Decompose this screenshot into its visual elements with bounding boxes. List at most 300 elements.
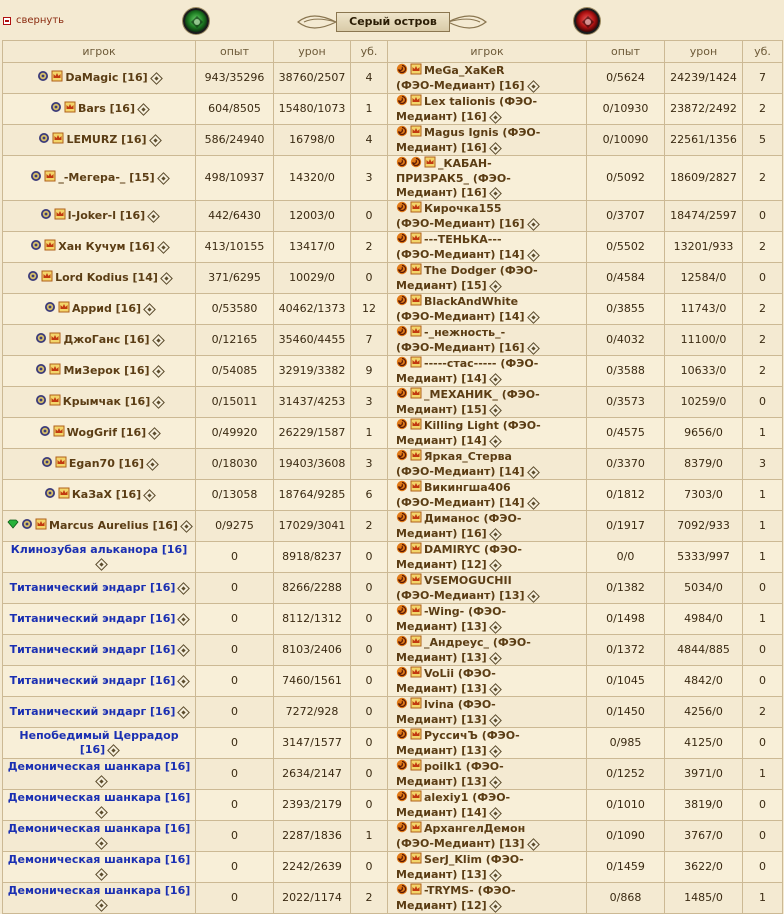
left-player-level: [16] bbox=[120, 426, 147, 439]
info-icon[interactable] bbox=[147, 210, 160, 223]
left-player-cell[interactable] bbox=[3, 635, 196, 666]
left-player-cell[interactable] bbox=[3, 156, 196, 201]
table-row bbox=[3, 666, 783, 697]
info-icon[interactable] bbox=[178, 675, 191, 688]
left-player-name[interactable]: Bars bbox=[78, 102, 106, 115]
swirl-icon bbox=[396, 511, 408, 527]
left-kills: 2 bbox=[351, 883, 388, 914]
left-player-level: [16] bbox=[109, 102, 135, 115]
right-player-cell[interactable] bbox=[388, 294, 587, 325]
battle-header bbox=[0, 0, 784, 40]
info-icon[interactable] bbox=[180, 520, 193, 533]
right-player-level: [12] bbox=[461, 558, 487, 571]
info-icon[interactable] bbox=[178, 582, 191, 595]
right-player-clan: (ФЭО-Медиант) bbox=[396, 605, 507, 633]
right-player-name[interactable]: Killing Light bbox=[424, 419, 499, 432]
right-player-cell[interactable] bbox=[388, 821, 587, 852]
left-damage: 40462/1373 bbox=[274, 294, 351, 325]
right-player-clan: (ФЭО-Медиант) bbox=[396, 884, 516, 912]
left-player-name[interactable]: Демоническая шанкара bbox=[7, 791, 162, 804]
swirl-icon bbox=[396, 325, 408, 341]
right-damage: 4984/0 bbox=[665, 604, 743, 635]
right-player-cell[interactable] bbox=[388, 790, 587, 821]
left-exp: 586/24940 bbox=[196, 125, 274, 156]
right-player-cell[interactable] bbox=[388, 356, 587, 387]
right-player-name[interactable]: Magus Ignis bbox=[424, 126, 499, 139]
right-player-clan: (ФЭО-Медиант) bbox=[396, 791, 511, 819]
gear-icon bbox=[35, 394, 47, 410]
table-row bbox=[3, 635, 783, 666]
left-player-name[interactable]: Крымчак bbox=[62, 395, 122, 408]
info-icon[interactable] bbox=[527, 466, 540, 479]
left-player-cell[interactable] bbox=[3, 449, 196, 480]
left-player-cell[interactable] bbox=[3, 387, 196, 418]
table-row bbox=[3, 697, 783, 728]
right-player-name[interactable]: DAMIRYC bbox=[424, 543, 481, 556]
right-damage: 7092/933 bbox=[665, 511, 743, 542]
crown-icon bbox=[410, 325, 422, 341]
left-player-name[interactable]: Титанический эндарг bbox=[9, 705, 147, 718]
right-exp: 0/3588 bbox=[587, 356, 665, 387]
crown-icon bbox=[410, 604, 422, 620]
left-kills: 0 bbox=[351, 201, 388, 232]
left-player-name[interactable]: Egan70 bbox=[68, 457, 115, 470]
left-player-name[interactable]: Арриd bbox=[71, 302, 112, 315]
right-exp: 0/985 bbox=[587, 728, 665, 759]
crown-icon bbox=[53, 425, 65, 441]
info-icon[interactable] bbox=[489, 528, 502, 541]
left-kills: 0 bbox=[351, 635, 388, 666]
right-damage: 3767/0 bbox=[665, 821, 743, 852]
left-player-level: [16] bbox=[115, 488, 142, 501]
crown-icon bbox=[410, 356, 422, 372]
right-exp: 0/0 bbox=[587, 542, 665, 573]
info-icon[interactable] bbox=[152, 365, 165, 378]
info-icon[interactable] bbox=[489, 869, 502, 882]
left-player-cell[interactable] bbox=[3, 883, 196, 914]
swirl-icon bbox=[396, 387, 408, 403]
collapse-button[interactable] bbox=[3, 15, 64, 26]
info-icon[interactable] bbox=[489, 807, 502, 820]
left-player-cell[interactable] bbox=[3, 697, 196, 728]
right-player-name[interactable]: _МЕХАНИК_ bbox=[424, 388, 498, 401]
right-kills: 0 bbox=[743, 573, 783, 604]
left-player-name[interactable]: _-Мегера-_ bbox=[58, 171, 126, 184]
right-player-name[interactable]: Диманос bbox=[424, 512, 480, 525]
right-player-level: [13] bbox=[461, 651, 487, 664]
right-player-name[interactable]: -----стас----- bbox=[424, 357, 497, 370]
right-player-clan: (ФЭО-Медиант) bbox=[396, 341, 496, 354]
info-icon[interactable] bbox=[149, 134, 162, 147]
right-player-level: [15] bbox=[461, 403, 487, 416]
info-icon[interactable] bbox=[489, 776, 502, 789]
gear-icon bbox=[41, 456, 53, 472]
info-icon[interactable] bbox=[157, 241, 170, 254]
info-icon[interactable] bbox=[527, 218, 540, 231]
right-player-cell[interactable] bbox=[388, 263, 587, 294]
left-player-cell[interactable] bbox=[3, 356, 196, 387]
left-player-name[interactable]: КаЗаХ bbox=[71, 488, 112, 501]
right-exp: 0/1045 bbox=[587, 666, 665, 697]
left-damage: 16798/0 bbox=[274, 125, 351, 156]
info-icon[interactable] bbox=[489, 900, 502, 913]
info-icon[interactable] bbox=[143, 303, 156, 316]
left-player-level: [16] bbox=[150, 581, 176, 594]
left-player-name[interactable]: DaMagic bbox=[65, 71, 119, 84]
right-player-level: [15] bbox=[461, 279, 487, 292]
left-damage: 8918/8237 bbox=[274, 542, 351, 573]
right-kills: 2 bbox=[743, 697, 783, 728]
left-exp: 0/9275 bbox=[196, 511, 274, 542]
right-damage: 13201/933 bbox=[665, 232, 743, 263]
info-icon[interactable] bbox=[527, 249, 540, 262]
crown-icon bbox=[410, 821, 422, 837]
left-exp: 0 bbox=[196, 728, 274, 759]
right-player-cell[interactable] bbox=[388, 573, 587, 604]
right-player-name[interactable]: VSEMOGUCHII bbox=[424, 574, 512, 587]
right-player-cell[interactable] bbox=[388, 63, 587, 94]
left-player-cell[interactable] bbox=[3, 125, 196, 156]
right-player-name[interactable]: Кирочка155 bbox=[424, 202, 502, 215]
gear-icon bbox=[44, 487, 56, 503]
right-player-name[interactable]: -Wing- bbox=[424, 605, 465, 618]
right-kills: 1 bbox=[743, 883, 783, 914]
info-icon[interactable] bbox=[489, 683, 502, 696]
right-player-clan: (ФЭО-Медиант) bbox=[396, 79, 496, 92]
right-player-cell[interactable] bbox=[388, 94, 587, 125]
left-player-name[interactable]: Демоническая шанкара bbox=[7, 884, 162, 897]
right-player-level: [16] bbox=[461, 141, 487, 154]
gear-icon bbox=[27, 270, 39, 286]
left-player-name[interactable]: Титанический эндарг bbox=[9, 643, 147, 656]
left-damage: 31437/4253 bbox=[274, 387, 351, 418]
left-exp: 0 bbox=[196, 573, 274, 604]
table-row bbox=[3, 573, 783, 604]
right-exp: 0/3370 bbox=[587, 449, 665, 480]
info-icon[interactable] bbox=[489, 714, 502, 727]
left-player-cell[interactable] bbox=[3, 852, 196, 883]
col-header-player-right: игрок bbox=[388, 41, 587, 63]
right-player-cell[interactable] bbox=[388, 604, 587, 635]
right-player-cell[interactable] bbox=[388, 511, 587, 542]
left-player-cell[interactable] bbox=[3, 666, 196, 697]
left-player-name[interactable]: Marcus Aurelius bbox=[49, 519, 149, 532]
info-icon[interactable] bbox=[137, 103, 150, 116]
right-player-name[interactable]: alexiy1 bbox=[424, 791, 469, 804]
left-player-cell[interactable] bbox=[3, 728, 196, 759]
left-player-name[interactable]: WogGrif bbox=[66, 426, 117, 439]
info-icon[interactable] bbox=[178, 644, 191, 657]
left-kills: 0 bbox=[351, 542, 388, 573]
info-icon[interactable] bbox=[489, 559, 502, 572]
left-player-name[interactable]: Титанический эндарг bbox=[9, 612, 147, 625]
right-player-name[interactable]: -_нежность_- bbox=[424, 326, 506, 339]
right-player-cell[interactable] bbox=[388, 480, 587, 511]
left-player-cell[interactable] bbox=[3, 604, 196, 635]
info-icon[interactable] bbox=[489, 435, 502, 448]
crown-icon bbox=[410, 387, 422, 403]
right-player-name[interactable]: РуссичЪ bbox=[424, 729, 478, 742]
right-player-level: [14] bbox=[499, 310, 525, 323]
info-icon[interactable] bbox=[489, 111, 502, 124]
crown-icon bbox=[410, 94, 422, 110]
left-kills: 0 bbox=[351, 604, 388, 635]
crown-icon bbox=[58, 487, 70, 503]
left-exp: 442/6430 bbox=[196, 201, 274, 232]
swirl-icon bbox=[396, 790, 408, 806]
right-exp: 0/1382 bbox=[587, 573, 665, 604]
left-exp: 604/8505 bbox=[196, 94, 274, 125]
right-player-level: [14] bbox=[461, 806, 487, 819]
left-damage: 10029/0 bbox=[274, 263, 351, 294]
right-kills: 1 bbox=[743, 604, 783, 635]
info-icon[interactable] bbox=[527, 311, 540, 324]
left-player-name[interactable]: МиЗерок bbox=[63, 364, 121, 377]
right-player-cell[interactable] bbox=[388, 418, 587, 449]
right-exp: 0/3573 bbox=[587, 387, 665, 418]
right-player-clan: (ФЭО-Медиант) bbox=[396, 172, 511, 199]
left-exp: 371/6295 bbox=[196, 263, 274, 294]
right-player-cell[interactable] bbox=[388, 387, 587, 418]
left-player-cell[interactable] bbox=[3, 201, 196, 232]
right-kills: 0 bbox=[743, 852, 783, 883]
info-icon[interactable] bbox=[527, 342, 540, 355]
collapse-label: свернуть bbox=[16, 15, 65, 26]
right-kills: 7 bbox=[743, 63, 783, 94]
right-player-name[interactable]: Lex talionis bbox=[424, 95, 496, 108]
left-player-name[interactable]: Клинозубая альканора bbox=[10, 543, 159, 556]
crown-icon bbox=[410, 635, 422, 651]
table-row bbox=[3, 263, 783, 294]
info-icon[interactable] bbox=[146, 458, 159, 471]
crown-icon bbox=[58, 301, 70, 317]
info-icon[interactable] bbox=[527, 497, 540, 510]
right-damage: 5034/0 bbox=[665, 573, 743, 604]
right-player-cell[interactable] bbox=[388, 449, 587, 480]
left-kills: 2 bbox=[351, 232, 388, 263]
col-header-exp-right: опыт bbox=[587, 41, 665, 63]
info-icon[interactable] bbox=[489, 280, 502, 293]
right-player-clan: (ФЭО-Медиант) bbox=[396, 388, 540, 416]
right-player-name[interactable]: BlackAndWhite bbox=[424, 295, 519, 308]
right-player-name[interactable]: lvina bbox=[424, 698, 454, 711]
left-player-name[interactable]: Хан Кучум bbox=[58, 240, 126, 253]
right-player-level: [16] bbox=[499, 217, 525, 230]
gear-icon bbox=[30, 239, 42, 255]
left-exp: 0 bbox=[196, 635, 274, 666]
info-icon[interactable] bbox=[489, 187, 502, 200]
info-icon[interactable] bbox=[95, 806, 108, 819]
swirl-icon bbox=[396, 604, 408, 620]
right-kills: 2 bbox=[743, 232, 783, 263]
crown-icon bbox=[410, 480, 422, 496]
left-player-level: [16] bbox=[164, 760, 191, 773]
info-icon[interactable] bbox=[527, 838, 540, 851]
left-player-name[interactable]: Lord Kodius bbox=[55, 271, 129, 284]
left-player-name[interactable]: l-Joker-l bbox=[67, 209, 116, 222]
info-icon[interactable] bbox=[150, 72, 163, 85]
right-player-cell[interactable] bbox=[388, 883, 587, 914]
left-player-name[interactable]: Непобедимый Церрадор bbox=[19, 729, 179, 742]
left-player-level: [14] bbox=[132, 271, 158, 284]
left-kills: 12 bbox=[351, 294, 388, 325]
info-icon[interactable] bbox=[148, 427, 161, 440]
left-damage: 14320/0 bbox=[274, 156, 351, 201]
swirl-icon bbox=[396, 201, 408, 217]
right-kills: 0 bbox=[743, 728, 783, 759]
right-player-name[interactable]: poilk1 bbox=[424, 760, 462, 773]
right-player-clan: (ФЭО-Медиант) bbox=[396, 512, 522, 540]
info-icon[interactable] bbox=[489, 142, 502, 155]
right-player-cell[interactable] bbox=[388, 542, 587, 573]
info-icon[interactable] bbox=[527, 80, 540, 93]
right-damage: 1485/0 bbox=[665, 883, 743, 914]
left-player-name[interactable]: Демоническая шанкара bbox=[7, 822, 162, 835]
right-player-name[interactable]: -TRYMS- bbox=[424, 884, 474, 897]
left-player-name[interactable]: ДжоГанс bbox=[63, 333, 121, 346]
right-player-cell[interactable] bbox=[388, 201, 587, 232]
info-icon[interactable] bbox=[95, 558, 108, 571]
left-damage: 7272/928 bbox=[274, 697, 351, 728]
info-icon[interactable] bbox=[95, 899, 108, 912]
right-player-cell[interactable] bbox=[388, 232, 587, 263]
swirl-icon bbox=[396, 156, 408, 172]
right-kills: 0 bbox=[743, 821, 783, 852]
right-player-level: [13] bbox=[461, 620, 487, 633]
right-kills: 0 bbox=[743, 263, 783, 294]
info-icon[interactable] bbox=[143, 489, 156, 502]
left-player-cell[interactable] bbox=[3, 294, 196, 325]
right-player-name[interactable]: MeGa_XaKeR bbox=[424, 64, 505, 77]
crown-icon bbox=[424, 156, 436, 172]
crown-icon bbox=[410, 542, 422, 558]
right-team-emblem-icon bbox=[574, 8, 600, 34]
left-player-cell[interactable] bbox=[3, 480, 196, 511]
left-player-level: [16] bbox=[122, 71, 148, 84]
info-icon[interactable] bbox=[95, 868, 108, 881]
left-player-cell[interactable] bbox=[3, 418, 196, 449]
right-damage: 4844/885 bbox=[665, 635, 743, 666]
left-player-name[interactable]: Титанический эндарг bbox=[9, 674, 147, 687]
left-player-cell[interactable] bbox=[3, 511, 196, 542]
left-player-cell[interactable] bbox=[3, 263, 196, 294]
left-player-name[interactable]: Титанический эндарг bbox=[9, 581, 147, 594]
right-player-level: [13] bbox=[461, 744, 487, 757]
info-icon[interactable] bbox=[178, 613, 191, 626]
right-damage: 11100/0 bbox=[665, 325, 743, 356]
right-exp: 0/1372 bbox=[587, 635, 665, 666]
left-player-name[interactable]: Демоническая шанкара bbox=[7, 853, 162, 866]
table-row bbox=[3, 542, 783, 573]
left-exp: 413/10155 bbox=[196, 232, 274, 263]
right-player-name[interactable]: ---ТЕНЬКА--- bbox=[424, 233, 502, 246]
right-player-cell[interactable] bbox=[388, 666, 587, 697]
left-player-cell[interactable] bbox=[3, 759, 196, 790]
info-icon[interactable] bbox=[160, 272, 173, 285]
swirl-icon bbox=[396, 356, 408, 372]
left-kills: 0 bbox=[351, 759, 388, 790]
right-player-cell[interactable] bbox=[388, 697, 587, 728]
left-player-name[interactable]: LEMURZ bbox=[66, 133, 118, 146]
left-player-cell[interactable] bbox=[3, 542, 196, 573]
left-player-cell[interactable] bbox=[3, 325, 196, 356]
right-player-name[interactable]: _КАБАН-ПРИЗРАК5_ bbox=[396, 157, 492, 185]
left-kills: 9 bbox=[351, 356, 388, 387]
right-player-clan: (ФЭО-Медиант) bbox=[396, 543, 522, 571]
right-player-name[interactable]: SerJ_Klim bbox=[424, 853, 482, 866]
info-icon[interactable] bbox=[489, 652, 502, 665]
info-icon[interactable] bbox=[152, 396, 165, 409]
info-icon[interactable] bbox=[95, 837, 108, 850]
left-player-cell[interactable] bbox=[3, 821, 196, 852]
right-player-cell[interactable] bbox=[388, 852, 587, 883]
table-row bbox=[3, 759, 783, 790]
left-kills: 3 bbox=[351, 387, 388, 418]
left-damage: 26229/1587 bbox=[274, 418, 351, 449]
right-exp: 0/5502 bbox=[587, 232, 665, 263]
info-icon[interactable] bbox=[95, 775, 108, 788]
right-player-clan: (ФЭО-Медиант) bbox=[396, 667, 496, 695]
crown-icon bbox=[52, 132, 64, 148]
right-kills: 0 bbox=[743, 201, 783, 232]
info-icon[interactable] bbox=[527, 590, 540, 603]
left-exp: 0/18030 bbox=[196, 449, 274, 480]
info-icon[interactable] bbox=[157, 172, 170, 185]
right-player-cell[interactable] bbox=[388, 125, 587, 156]
right-player-cell[interactable] bbox=[388, 325, 587, 356]
right-kills: 0 bbox=[743, 666, 783, 697]
right-player-level: [13] bbox=[461, 682, 487, 695]
right-player-cell[interactable] bbox=[388, 635, 587, 666]
right-player-name[interactable]: VoLii bbox=[424, 667, 455, 680]
swirl-icon bbox=[396, 542, 408, 558]
left-player-cell[interactable] bbox=[3, 232, 196, 263]
table-row bbox=[3, 790, 783, 821]
info-icon[interactable] bbox=[107, 744, 120, 757]
right-player-clan: (ФЭО-Медиант) bbox=[396, 217, 496, 230]
info-icon[interactable] bbox=[489, 373, 502, 386]
left-player-name[interactable]: Демоническая шанкара bbox=[7, 760, 162, 773]
info-icon[interactable] bbox=[489, 404, 502, 417]
left-player-level: [16] bbox=[150, 705, 176, 718]
gear-icon bbox=[38, 132, 50, 148]
left-exp: 0 bbox=[196, 790, 274, 821]
right-player-cell[interactable] bbox=[388, 759, 587, 790]
info-icon[interactable] bbox=[178, 706, 191, 719]
left-player-cell[interactable] bbox=[3, 790, 196, 821]
right-player-name[interactable]: АрхангелДемон bbox=[424, 822, 526, 835]
left-damage: 17029/3041 bbox=[274, 511, 351, 542]
right-player-cell[interactable] bbox=[388, 156, 587, 201]
right-player-name[interactable]: _Андреус_ bbox=[424, 636, 490, 649]
left-player-cell[interactable] bbox=[3, 94, 196, 125]
right-player-level: [14] bbox=[499, 248, 525, 261]
emerald-icon bbox=[7, 519, 19, 533]
table-header-row bbox=[3, 41, 783, 63]
right-player-name[interactable]: Яркая_Стерва bbox=[424, 450, 512, 463]
swirl-icon bbox=[396, 759, 408, 775]
right-player-name[interactable]: Викингша406 bbox=[424, 481, 511, 494]
info-icon[interactable] bbox=[489, 745, 502, 758]
right-player-name[interactable]: The Dodger bbox=[424, 264, 496, 277]
right-damage: 4842/0 bbox=[665, 666, 743, 697]
info-icon[interactable] bbox=[152, 334, 165, 347]
right-player-cell[interactable] bbox=[388, 728, 587, 759]
info-icon[interactable] bbox=[489, 621, 502, 634]
right-kills: 5 bbox=[743, 125, 783, 156]
left-player-cell[interactable] bbox=[3, 573, 196, 604]
left-player-cell[interactable] bbox=[3, 63, 196, 94]
